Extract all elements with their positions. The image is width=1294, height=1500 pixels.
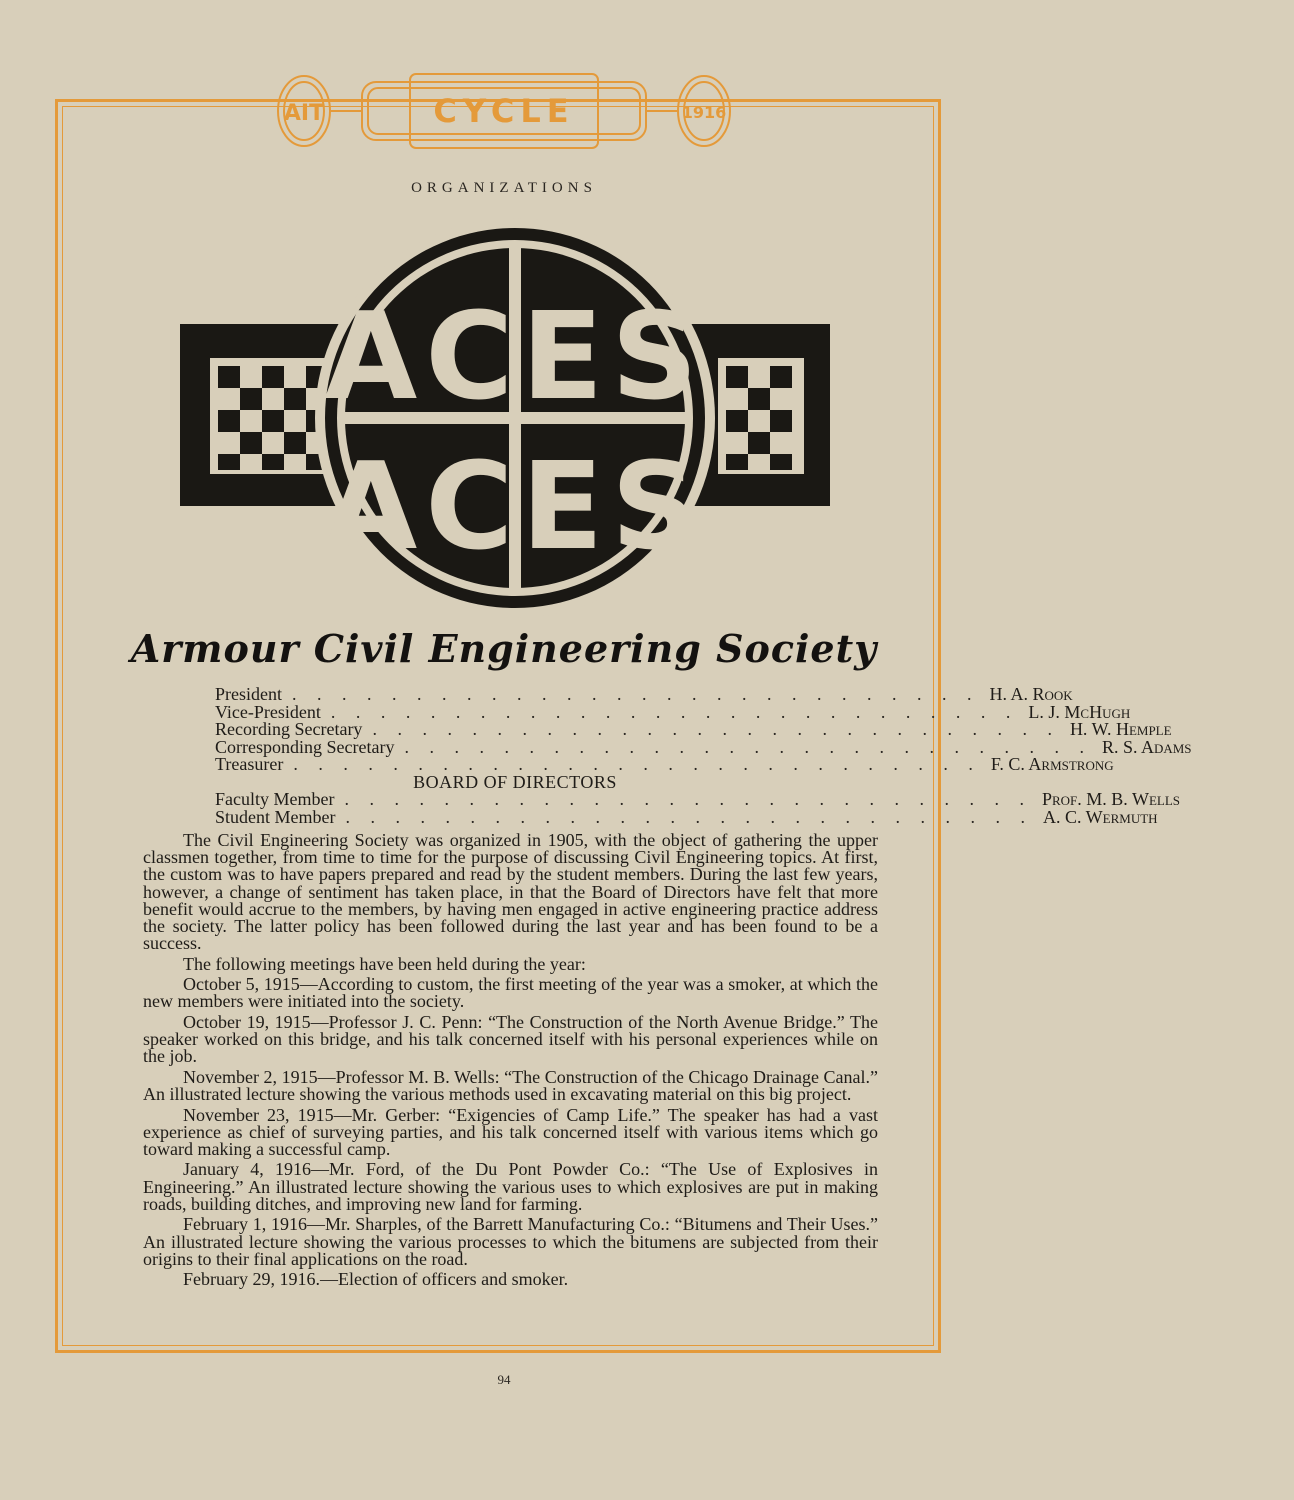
- officer-row: [215, 684, 1073, 704]
- society-title: Armour Civil Engineering Society: [130, 626, 878, 671]
- meeting-entry: February 1, 1916—Mr. Sharples, of the Barrett Manufacturing Co.: “Bitumens and Their Uses.” An illustrated lecture showing the various processes to which the bitumens are subjected from their origins to their final applications on the road.: [143, 1214, 878, 1269]
- officer-name: F. C. Armstrong: [990, 754, 1114, 774]
- officer-title: Vice-President: [215, 701, 321, 722]
- meeting-entry: November 2, 1915—Professor M. B. Wells: “The Construction of the Chicago Drainage Canal.” An illustrated lecture showing the various methods used in excavating material on this big project.: [143, 1066, 878, 1105]
- leader-dots: . . . . . . . . . . . . . . . . . . . . . . . . . . . .: [292, 684, 980, 704]
- leader-dots: . . . . . . . . . . . . . . . . . . . . . . . . . . . .: [293, 754, 981, 774]
- leader-dots: . . . . . . . . . . . . . . . . . . . . . . . . . . . .: [345, 806, 1033, 827]
- board-title: Student Member: [215, 806, 336, 827]
- cycle-banner: [262, 68, 746, 154]
- officer-row: [215, 754, 1114, 774]
- page-number: 94: [497, 1372, 511, 1387]
- intro-paragraph: The Civil Engineering Society was organized in 1905, with the object of gathering the upper classmen together, from time to time for the purpose of discussing Civil Engineering topics. At first, the custom was to have papers prepared and read by the student members. During the last few years, however, a change of sentiment has taken place, in that the Board of Directors have felt that more benefit would accrue to the members, by having men engaged in active engineering practice address the society. The latter policy has been followed during the last year and has been found to be a success.: [143, 830, 878, 954]
- meetings-lead: The following meetings have been held during the year:: [183, 953, 586, 974]
- board-row: [215, 806, 1158, 827]
- board-row: [215, 789, 1181, 809]
- meeting-entry: November 23, 1915—Mr. Gerber: “Exigencies of Camp Life.” The speaker has had a vast experience as chief of surveying parties, and his talk concerned itself with various items which go toward making a successful camp.: [143, 1104, 878, 1159]
- meeting-entry: October 5, 1915—According to custom, the first meeting of the year was a smoker, at which the new members were initiated into the society.: [143, 974, 878, 1012]
- banner-right-text: 1916: [681, 103, 727, 122]
- officer-name: H. W. Hemple: [1069, 719, 1172, 739]
- board-name: A. C. Wermuth: [1042, 806, 1158, 827]
- board-name: Prof. M. B. Wells: [1041, 789, 1181, 809]
- banner-left-text: AIT: [283, 101, 325, 126]
- officer-title: President: [215, 684, 282, 704]
- leader-dots: . . . . . . . . . . . . . . . . . . . . . . . . . . . .: [330, 701, 1019, 722]
- meeting-entry: February 29, 1916.—Election of officers and smoker.: [183, 1269, 569, 1290]
- section-heading: ORGANIZATIONS: [411, 180, 597, 196]
- officer-name: H. A. Rook: [989, 684, 1073, 704]
- meeting-entry: October 19, 1915—Professor J. C. Penn: “The Construction of the North Avenue Bridge.” The speaker worked on this bridge, and his talk concerned itself with his personal experiences while on the job.: [143, 1011, 878, 1067]
- officer-title: Recording Secretary: [215, 719, 363, 739]
- board-title: Faculty Member: [215, 789, 335, 809]
- leader-dots: . . . . . . . . . . . . . . . . . . . . . . . . . . . .: [372, 719, 1060, 739]
- leader-dots: . . . . . . . . . . . . . . . . . . . . . . . . . . . .: [404, 736, 1092, 757]
- officer-name: R. S. Adams: [1101, 736, 1192, 757]
- officer-name: L. J. McHugh: [1028, 701, 1131, 722]
- officer-title: Corresponding Secretary: [215, 736, 395, 757]
- emblem-lettering-bottom: ACES: [324, 438, 706, 577]
- officers-list: [215, 684, 1192, 827]
- emblem-lettering-top: ACES: [324, 288, 706, 427]
- officer-row: [215, 719, 1172, 739]
- meeting-entry: January 4, 1916—Mr. Ford, of the Du Pont Powder Co.: “The Use of Explosives in Engineering.” An illustrated lecture showing the various uses to which explosives are put in making roads, building ditches, and improving new land for farming.: [143, 1159, 878, 1214]
- body-text: [143, 832, 878, 1292]
- society-emblem: [180, 218, 830, 623]
- leader-dots: . . . . . . . . . . . . . . . . . . . . . . . . . . . .: [344, 789, 1032, 809]
- board-heading: BOARD OF DIRECTORS: [413, 771, 617, 792]
- banner-center-text: CYCLE: [433, 92, 575, 130]
- officer-title: Treasurer: [215, 754, 284, 774]
